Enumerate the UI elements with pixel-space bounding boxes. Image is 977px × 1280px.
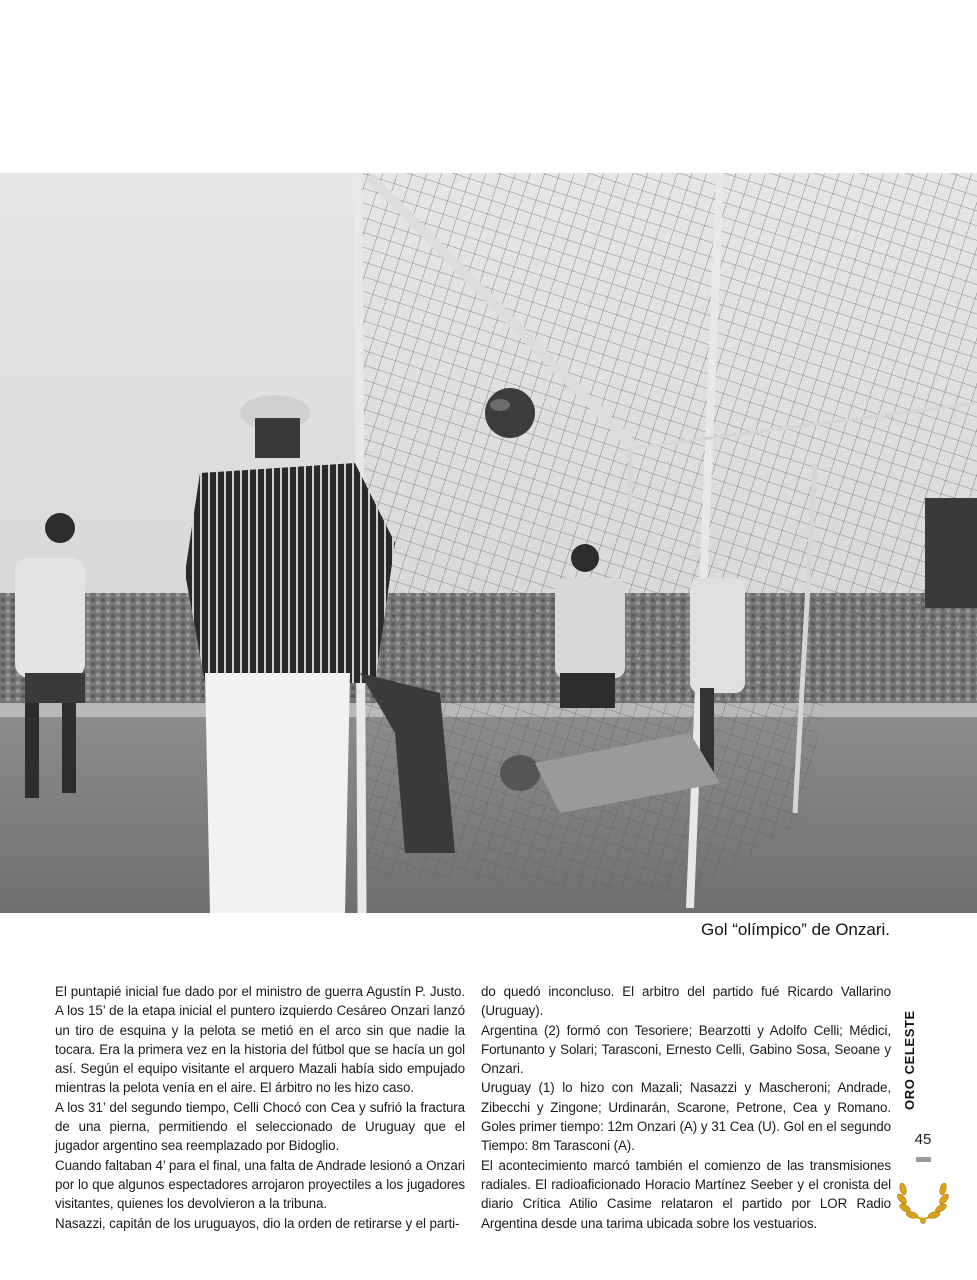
photo-caption: Gol “olímpico” de Onzari. [701, 920, 890, 939]
article-column-left [55, 982, 465, 1233]
section-label: ORO CELESTE [902, 1010, 917, 1110]
laurel-wreath-icon [897, 1175, 949, 1225]
page-marker-bar [916, 1157, 931, 1162]
paragraph: El puntapié inicial fue dado por el ministro de guerra Agustín P. Justo. A los 15’ de la etapa inicial el puntero izquierdo Cesáreo Onzari lanzó un tiro de esquina y la pelota se metió en el arco sin que nadie la tocara. Era la primera vez en la historia del fútbol que se hacía un gol así. Según el equipo visitante el arquero Mazali había sido empujado mientras la pelota venía en el aire. El árbitro no les hizo caso. [55, 984, 465, 1096]
paragraph: Cuando faltaban 4’ para el final, una falta de Andrade lesionó a Onzari por lo que algunos espectadores arrojaron proyectiles a los jugadores visitantes, quienes los devolvieron a la tribuna. [55, 1157, 465, 1212]
paragraph: A los 31’ del segundo tiempo, Celli Chocó con Cea y sufrió la fractura de una pierna, permitiendo el seleccionado de Uruguay que el jugador argentino sea reemplazado por Bidoglio. [55, 1099, 465, 1154]
page-number: 45 [914, 1131, 932, 1148]
article-column-right [481, 982, 891, 1233]
match-photo [0, 173, 977, 913]
paragraph: Uruguay (1) lo hizo con Mazali; Nasazzi y Mascheroni; Andrade, Zibecchi y Zingone; Urdinarán, Scarone, Petrone, Cea y Romano. Goles primer tiempo: 12m Onzari (A) y 31 Cea (U). Gol en el segundo Tiempo: 8m Tarasconi (A). [481, 1080, 891, 1154]
match-photo-illustration [0, 173, 977, 913]
paragraph: Argentina (2) formó con Tesoriere; Bearzotti y Adolfo Celli; Médici, Fortunanto y Solari; Tarasconi, Ernesto Celli, Gabino Sosa, Seoane y Onzari. [481, 1022, 891, 1077]
paragraph: Nasazzi, capitán de los uruguayos, dio la orden de retirarse y el parti- [55, 1215, 460, 1231]
paragraph: do quedó inconcluso. El arbitro del partido fué Ricardo Vallarino (Uruguay). [481, 984, 891, 1019]
paragraph: El acontecimiento marcó también el comienzo de las transmisiones radiales. El radioaficionado Horacio Martínez Seeber y el cronista del diario Crítica Atilio Casime relataron el partido por LOR Radio Argentina desde una tarima ubicada sobre los vestuarios. [481, 1157, 891, 1231]
